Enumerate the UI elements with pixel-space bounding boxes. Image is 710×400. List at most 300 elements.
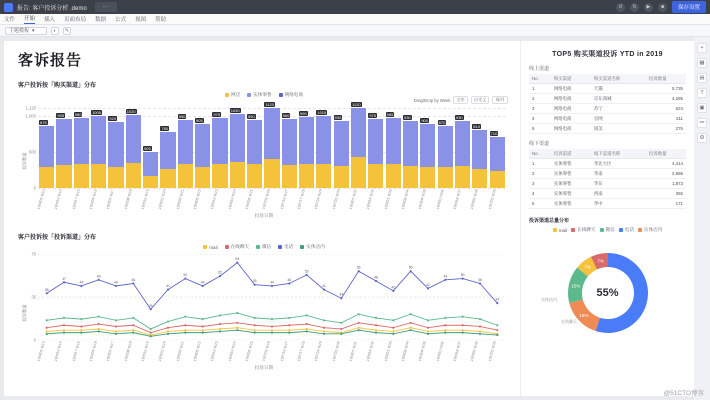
menu-item-2[interactable]: 插入 (44, 17, 56, 23)
page-title: 客诉报告 (18, 52, 83, 69)
point-label: 44 (270, 280, 274, 285)
bar-total-label: 920 (109, 116, 117, 122)
data-point[interactable] (115, 333, 117, 335)
data-point[interactable] (462, 277, 464, 279)
bar-segment-online (455, 121, 470, 165)
data-point[interactable] (340, 322, 342, 324)
plus-icon[interactable]: + (697, 43, 707, 53)
data-point[interactable] (323, 319, 325, 321)
data-point[interactable] (98, 279, 100, 281)
document-tab[interactable]: ··· (95, 2, 117, 12)
bar-total-label: 905 (196, 117, 203, 123)
bar-column[interactable] (126, 102, 141, 188)
data-point[interactable] (219, 323, 221, 325)
bar-column[interactable] (438, 102, 453, 188)
data-point[interactable] (63, 324, 65, 326)
data-point[interactable] (340, 333, 342, 335)
point-label: 46 (287, 277, 292, 283)
data-point[interactable] (167, 333, 169, 335)
data-point[interactable] (427, 333, 429, 335)
bar-total-label: 1005 (92, 110, 101, 116)
bar-segment-store (91, 164, 106, 188)
bar-segment-store (368, 164, 383, 188)
settings-icon[interactable]: ⚙ (697, 133, 707, 143)
data-point[interactable] (167, 327, 169, 329)
data-point[interactable] (323, 333, 325, 335)
data-point[interactable] (132, 329, 134, 331)
bar-segment-store (126, 163, 141, 188)
data-point[interactable] (410, 313, 412, 315)
y-axis-tick: 1,120 (25, 105, 36, 111)
bar-segment-online (195, 124, 210, 167)
point-label: 52 (218, 270, 222, 275)
table-cell-2: 官网 (591, 114, 646, 124)
x-axis-tick: 190403-W13 (36, 189, 46, 211)
data-point[interactable] (63, 329, 65, 331)
report-left-column (4, 41, 520, 396)
chart1-filter-opt-0[interactable]: 全市 (453, 96, 467, 104)
data-point[interactable] (271, 332, 273, 334)
bar-column[interactable] (316, 102, 331, 188)
chart1-ylabel: 投诉数量 (21, 152, 27, 170)
bar-total-label: 900 (421, 117, 428, 123)
data-point[interactable] (427, 327, 429, 329)
x-axis-tick: 190515-W19 (140, 189, 150, 211)
data-point[interactable] (63, 317, 65, 319)
filter-icon[interactable]: ⚯ (697, 118, 707, 128)
table-row[interactable] (529, 179, 686, 189)
text-icon[interactable]: T (697, 88, 707, 98)
bar-segment-online (39, 126, 54, 168)
data-point[interactable] (496, 329, 498, 331)
data-point[interactable] (392, 330, 394, 332)
table-row[interactable] (529, 94, 686, 104)
menu-item-6[interactable]: 视图 (135, 17, 147, 23)
data-point[interactable] (410, 329, 412, 331)
y-axis-tick: 70 (31, 251, 36, 257)
table-row[interactable] (529, 84, 686, 94)
point-label: 50 (460, 273, 465, 278)
data-point[interactable] (219, 330, 221, 332)
table-cell-0: 3 (529, 179, 551, 189)
table-cell-3: 171 (646, 199, 686, 209)
chart2-ylabel: 投诉数量 (21, 304, 27, 322)
point-label: 44 (79, 280, 84, 285)
table-row[interactable] (529, 199, 686, 209)
table-row[interactable] (529, 124, 686, 134)
data-point[interactable] (271, 329, 273, 331)
data-point[interactable] (115, 319, 117, 321)
data-point[interactable] (115, 285, 117, 287)
bar-total-label: 875 (40, 119, 47, 125)
data-point[interactable] (115, 330, 117, 332)
app-title: 报告: 客户投诉分析 .demo (17, 5, 87, 12)
table-cell-0: 4 (529, 189, 551, 199)
data-point[interactable] (392, 333, 394, 335)
data-point[interactable] (46, 330, 48, 332)
data-point[interactable] (132, 317, 134, 319)
data-point[interactable] (306, 314, 308, 316)
data-point[interactable] (306, 328, 308, 330)
table-cell-1: 实体零售 (551, 199, 591, 209)
point-label: 47 (62, 276, 66, 281)
data-point[interactable] (184, 329, 186, 331)
data-point[interactable] (479, 318, 481, 320)
data-point[interactable] (184, 316, 186, 318)
x-axis-tick: 190410-W14 (54, 189, 64, 211)
th-3: 投诉数量 (646, 74, 686, 84)
data-point[interactable] (358, 313, 360, 315)
x-axis-tick: 190605-W22 (192, 189, 202, 211)
data-point[interactable] (98, 323, 100, 325)
bar-column[interactable] (334, 102, 349, 188)
bar-column[interactable] (351, 102, 366, 188)
data-point[interactable] (444, 279, 446, 281)
data-point[interactable] (444, 324, 446, 326)
data-point[interactable] (184, 324, 186, 326)
bar-total-label: 980 (74, 111, 82, 117)
bar-column[interactable] (230, 102, 245, 188)
chart1-filter-label: Drag/Drop by Week (413, 97, 451, 103)
data-point[interactable] (358, 322, 360, 324)
table-row[interactable] (529, 159, 686, 169)
data-point[interactable] (46, 333, 48, 335)
th-1: 投诉渠道 (551, 149, 591, 159)
menu-item-7[interactable]: 帮助 (155, 17, 167, 23)
bar-column[interactable] (490, 102, 505, 188)
data-point[interactable] (271, 285, 273, 287)
bar-column[interactable] (160, 102, 175, 188)
bar-total-label: 1120 (265, 101, 274, 107)
bar-column[interactable] (91, 102, 106, 188)
data-point[interactable] (479, 282, 481, 284)
bar-column[interactable] (74, 102, 89, 188)
data-point[interactable] (479, 325, 481, 327)
menu-item-3[interactable]: 页面布局 (64, 17, 87, 23)
data-point[interactable] (288, 332, 290, 334)
table-cell-3: 392 (646, 189, 686, 199)
donut-chart (529, 237, 686, 349)
data-point[interactable] (340, 297, 342, 299)
donut-legend-1 (571, 227, 595, 233)
data-point[interactable] (98, 316, 100, 318)
data-point[interactable] (254, 324, 256, 326)
data-point[interactable] (288, 317, 290, 319)
bar-total-label: 990 (300, 111, 307, 117)
bar-segment-online (316, 116, 331, 164)
table-row[interactable] (529, 114, 686, 124)
donut-legend-label-2: 微信 (605, 227, 615, 232)
data-point[interactable] (375, 332, 377, 334)
chart1 (18, 97, 510, 220)
x-axis-tick: 190703-W26 (261, 189, 272, 211)
data-point[interactable] (219, 275, 221, 277)
bar-segment-online (472, 130, 487, 169)
bar-column[interactable] (420, 102, 435, 188)
x-axis-tick: 190626-W25 (244, 341, 254, 363)
data-point[interactable] (462, 332, 464, 334)
table-cell-3: 2,986 (646, 169, 686, 179)
legend-label-1: 实体零售 (253, 92, 272, 97)
bar-column[interactable] (247, 102, 262, 188)
point-label: 49 (96, 274, 101, 279)
undo-icon[interactable]: ↺ (616, 3, 625, 12)
x-axis-tick: 190501-W17 (105, 189, 116, 211)
menu-item-5[interactable]: 公式 (115, 17, 127, 23)
data-point[interactable] (254, 332, 256, 334)
x-axis-tick: 190925-W38 (469, 341, 480, 363)
table-cell-0: 5 (529, 124, 551, 134)
title-bar (0, 0, 710, 14)
chart-icon[interactable]: ▤ (697, 73, 707, 83)
y-axis-tick: 1,000 (25, 113, 36, 119)
legend-item-2 (279, 92, 303, 98)
data-point[interactable] (288, 282, 290, 284)
menu-item-4[interactable]: 数据 (95, 17, 107, 23)
theme-template-value: 主题模板 (9, 28, 30, 34)
x-axis-tick: 190529-W21 (175, 189, 185, 211)
bar-segment-online (282, 119, 297, 165)
x-axis-tick: 190814-W32 (365, 341, 376, 363)
save-settings-button[interactable]: 保存设置 (672, 1, 706, 13)
bar-column[interactable] (212, 102, 227, 188)
donut-legend-0 (553, 227, 567, 233)
theme-template-select[interactable] (5, 27, 47, 35)
chart2 (18, 251, 510, 372)
data-point[interactable] (479, 330, 481, 332)
bar-column[interactable] (282, 102, 297, 188)
data-point[interactable] (184, 332, 186, 334)
x-axis-tick: 190807-W31 (348, 189, 358, 211)
data-point[interactable] (496, 324, 498, 326)
data-point[interactable] (63, 332, 65, 334)
data-point[interactable] (410, 270, 412, 272)
menu-item-1[interactable]: 开始 (24, 16, 36, 22)
data-point[interactable] (202, 285, 204, 287)
data-point[interactable] (132, 282, 134, 284)
legend2-item-2 (256, 244, 271, 250)
data-point[interactable] (80, 332, 82, 334)
table-cell-3: 624 (646, 104, 686, 114)
data-point[interactable] (98, 328, 100, 330)
data-point[interactable] (288, 329, 290, 331)
data-point[interactable] (496, 334, 498, 336)
data-point[interactable] (202, 332, 204, 334)
table-row[interactable] (529, 104, 686, 114)
bar-column[interactable] (56, 102, 71, 188)
data-point[interactable] (132, 324, 134, 326)
table-cell-2: 国美 (591, 124, 646, 134)
palette-icon[interactable]: ◐ (51, 27, 59, 35)
bar-total-label: 950 (178, 113, 186, 119)
x-axis-tick: 190717-W28 (296, 341, 306, 363)
data-point[interactable] (375, 324, 377, 326)
data-point[interactable] (80, 329, 82, 331)
bar-column[interactable] (108, 102, 123, 188)
data-point[interactable] (236, 329, 238, 331)
data-point[interactable] (150, 332, 152, 334)
x-axis-tick: 191002-W39 (487, 341, 497, 363)
th-2: 购买渠道名称 (591, 74, 646, 84)
data-point[interactable] (358, 329, 360, 331)
data-point[interactable] (410, 327, 412, 329)
bar-total-label: 1020 (126, 108, 136, 114)
data-point[interactable] (219, 328, 221, 330)
data-point[interactable] (271, 318, 273, 320)
data-point[interactable] (392, 290, 394, 292)
data-point[interactable] (306, 274, 308, 276)
bar-column[interactable] (264, 102, 279, 188)
data-point[interactable] (115, 325, 117, 327)
data-point[interactable] (392, 319, 394, 321)
data-point[interactable] (427, 330, 429, 332)
bar-column[interactable] (403, 102, 418, 188)
bar-column[interactable] (299, 102, 314, 188)
donut-slice-label: 7% (596, 258, 604, 264)
data-point[interactable] (236, 312, 238, 314)
data-point[interactable] (323, 289, 325, 291)
data-point[interactable] (444, 317, 446, 319)
data-point[interactable] (323, 327, 325, 329)
data-point[interactable] (306, 330, 308, 332)
point-label: 46 (478, 277, 482, 283)
chart1-xticks (38, 190, 506, 212)
data-point[interactable] (444, 329, 446, 331)
data-point[interactable] (496, 302, 498, 304)
brush-icon[interactable]: ✎ (64, 27, 70, 34)
data-point[interactable] (462, 316, 464, 318)
bar-column[interactable] (39, 102, 54, 188)
data-point[interactable] (410, 322, 412, 324)
data-point[interactable] (202, 329, 204, 331)
data-point[interactable] (167, 330, 169, 332)
data-point[interactable] (427, 319, 429, 321)
data-point[interactable] (202, 325, 204, 327)
data-point[interactable] (202, 318, 204, 320)
data-point[interactable] (184, 277, 186, 279)
bar-column[interactable] (386, 102, 401, 188)
bar-column[interactable] (178, 102, 193, 188)
x-axis-tick: 190814-W32 (365, 189, 376, 211)
data-point[interactable] (150, 335, 152, 337)
data-point[interactable] (479, 333, 481, 335)
x-axis-tick: 190612-W23 (209, 189, 220, 211)
table-row[interactable] (529, 169, 686, 179)
data-point[interactable] (150, 308, 152, 310)
data-point[interactable] (323, 330, 325, 332)
image-icon[interactable]: ▣ (697, 103, 707, 113)
chart1-filter-opt-2[interactable]: 周/月 (492, 96, 508, 104)
data-point[interactable] (254, 284, 256, 286)
table-cell-0: 3 (529, 104, 551, 114)
data-point[interactable] (46, 292, 48, 294)
bar-segment-store (351, 157, 366, 188)
table-row[interactable] (529, 189, 686, 199)
data-point[interactable] (150, 328, 152, 330)
data-point[interactable] (375, 317, 377, 319)
bar-segment-store (247, 164, 262, 188)
data-point[interactable] (80, 318, 82, 320)
data-point[interactable] (219, 314, 221, 316)
data-point[interactable] (462, 324, 464, 326)
bar-column[interactable] (143, 102, 158, 188)
data-point[interactable] (254, 329, 256, 331)
data-point[interactable] (271, 325, 273, 327)
point-label: 34 (339, 292, 344, 297)
data-point[interactable] (254, 317, 256, 319)
th-0: No. (529, 149, 551, 159)
data-point[interactable] (80, 285, 82, 287)
data-point[interactable] (46, 319, 48, 321)
data-point[interactable] (132, 332, 134, 334)
data-point[interactable] (236, 262, 238, 264)
table-icon[interactable]: ▦ (697, 58, 707, 68)
play-icon[interactable]: ▶ (644, 3, 653, 12)
data-point[interactable] (375, 280, 377, 282)
chart1-filter-opt-1[interactable]: 自定义 (471, 96, 490, 104)
data-point[interactable] (236, 327, 238, 329)
titlebar-actions (616, 1, 706, 13)
bar-segment-online (108, 122, 123, 166)
bar-column[interactable] (368, 102, 383, 188)
bar-segment-online (56, 119, 71, 166)
bar-segment-store (74, 164, 89, 188)
data-point[interactable] (462, 329, 464, 331)
table-cell-2: 华北大区 (591, 159, 646, 169)
data-point[interactable] (63, 281, 65, 283)
data-point[interactable] (167, 289, 169, 291)
x-axis-tick: 190807-W31 (348, 341, 358, 363)
x-axis-tick: 190522-W20 (157, 341, 168, 363)
data-point[interactable] (306, 323, 308, 325)
bar-segment-store (334, 166, 349, 188)
data-point[interactable] (427, 287, 429, 289)
x-axis-tick: 190508-W18 (123, 341, 133, 363)
bar-segment-store (195, 167, 210, 189)
data-point[interactable] (80, 325, 82, 327)
stop-icon[interactable]: ■ (658, 3, 667, 12)
data-point[interactable] (444, 332, 446, 334)
section1-title: 客户投诉按「购买渠道」分布 (18, 83, 97, 89)
table-cell-0: 2 (529, 94, 551, 104)
bar-segment-store (230, 162, 245, 188)
data-point[interactable] (98, 330, 100, 332)
redo-icon[interactable]: ↻ (630, 3, 639, 12)
data-point[interactable] (236, 322, 238, 324)
bar-total-label: 975 (213, 111, 221, 117)
data-point[interactable] (167, 320, 169, 322)
bar-column[interactable] (195, 102, 210, 188)
bar-column[interactable] (455, 102, 470, 188)
x-axis-tick: 190904-W35 (417, 189, 428, 211)
bar-column[interactable] (472, 102, 487, 188)
x-axis-tick: 190605-W22 (192, 341, 202, 363)
bar-total-label: 985 (386, 111, 394, 117)
bar-segment-online (403, 121, 418, 165)
donut-annotation: 在线聊天 (560, 319, 577, 324)
bar-total-label: 955 (57, 112, 65, 118)
data-point[interactable] (392, 327, 394, 329)
bar-total-label: 950 (248, 113, 255, 119)
data-point[interactable] (375, 329, 377, 331)
data-point[interactable] (288, 324, 290, 326)
data-point[interactable] (340, 328, 342, 330)
data-point[interactable] (46, 327, 48, 329)
data-point[interactable] (358, 270, 360, 272)
legend-label-0: 网店 (231, 92, 241, 97)
data-point[interactable] (358, 327, 360, 329)
menu-item-0[interactable]: 文件 (4, 17, 16, 23)
